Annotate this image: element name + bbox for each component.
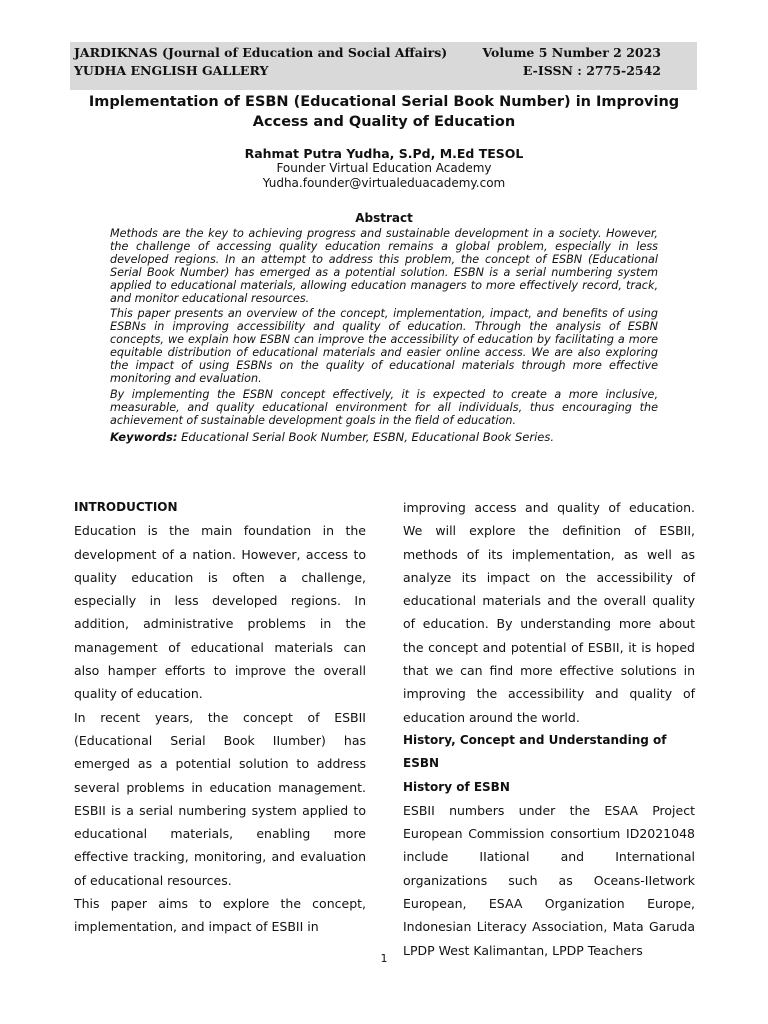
abstract-body	[110, 228, 658, 444]
author-name: Rahmat Putra Yudha, S.Pd, M.Ed TESOL	[244, 146, 524, 161]
abstract-paragraph: By implementing the ESBN concept effectively, it is expected to create a more inclusive, measurable, and quality educational environment for all individuals, thus encouraging the achievement of sustainable development goals in the field of education.	[110, 387, 658, 427]
author-affiliation	[0, 161, 768, 191]
page-number: 1	[380, 952, 388, 965]
journal-header	[70, 42, 697, 90]
affiliation: Founder Virtual Education Academy	[276, 161, 492, 175]
volume-info: Volume 5 Number 2 2023	[482, 45, 661, 60]
abstract-paragraph: This paper presents an overview of the concept, implementation, impact, and benefits of using ESBNs in improving accessibility and quality of education. Through the analysis of ESBN concepts, we explain how ESBN can improve the accessibility of education by facilitating a more equitable distribution of educational materials and easier online access. We are also exploring the impact of using ESBNs on the quality of educational materials through more effective monitoring and evaluation.	[110, 307, 658, 385]
journal-name: JARDIKNAS (Journal of Education and Social Affairs)	[74, 45, 448, 60]
keywords	[110, 431, 658, 444]
section-heading-history-concept: History, Concept and Understanding of ESBN	[403, 732, 667, 771]
paper-title: Implementation of ESBN (Educational Serial Book Number) in Improving Access and Quality of Education	[88, 94, 680, 130]
body-paragraph: ESBII numbers under the ESAA Project European Commission consortium ID2021048 include IIational and International organizations such as Oceans-IIetwork European, ESAA Organization Europe, Indonesian Literacy Association, Mata Garuda LPDP West Kalimantan, LPDP Teachers	[403, 802, 695, 958]
abstract-heading: Abstract	[355, 211, 413, 225]
body-paragraph: Education is the main foundation in the development of a nation. However, access to quality education is often a challenge, especially in less developed regions. In addition, administrative problems in the management of educational materials can also hamper efforts to improve the overall quality of education.	[74, 523, 366, 702]
body-paragraph: This paper aims to explore the concept, implementation, and impact of ESBII in	[74, 896, 366, 935]
issn: E-ISSN : 2775-2542	[522, 63, 661, 78]
keywords-label: Keywords:	[110, 429, 178, 444]
subsection-heading-history: History of ESBN	[403, 779, 510, 794]
author-email[interactable]: Yudha.founder@virtualeduacademy.com	[262, 176, 506, 190]
body-paragraph: improving access and quality of education. We will explore the definition of ESBII, methods of its implementation, as well as analyze its impact on the accessibility of educational materials and the overall quality of education. By understanding more about the concept and potential of ESBII, it is hoped that we can find more effective solutions in improving the accessibility and quality of education around the world.	[403, 500, 695, 725]
section-heading-introduction: INTRODUCTION	[74, 500, 178, 514]
abstract-paragraph: Methods are the key to achieving progress and sustainable development in a society. However, the challenge of accessing quality education remains a global problem, especially in less developed regions. In an attempt to address this problem, the concept of ESBN (Educational Serial Book Number) has emerged as a potential solution. ESBN is a serial numbering system applied to educational materials, allowing education managers to more effectively record, track, and monitor educational resources.	[110, 227, 658, 305]
body-paragraph: In recent years, the concept of ESBII (Educational Serial Book IIumber) has emerged as a potential solution to address several problems in education management. ESBII is a serial numbering system applied to educational materials, enabling more effective tracking, monitoring, and evaluation of educational resources.	[74, 709, 366, 888]
right-column	[403, 496, 695, 962]
left-column	[74, 496, 366, 939]
keywords-list: Educational Serial Book Number, ESBN, Educational Book Series.	[181, 429, 555, 444]
publisher-name: YUDHA ENGLISH GALLERY	[74, 63, 269, 78]
